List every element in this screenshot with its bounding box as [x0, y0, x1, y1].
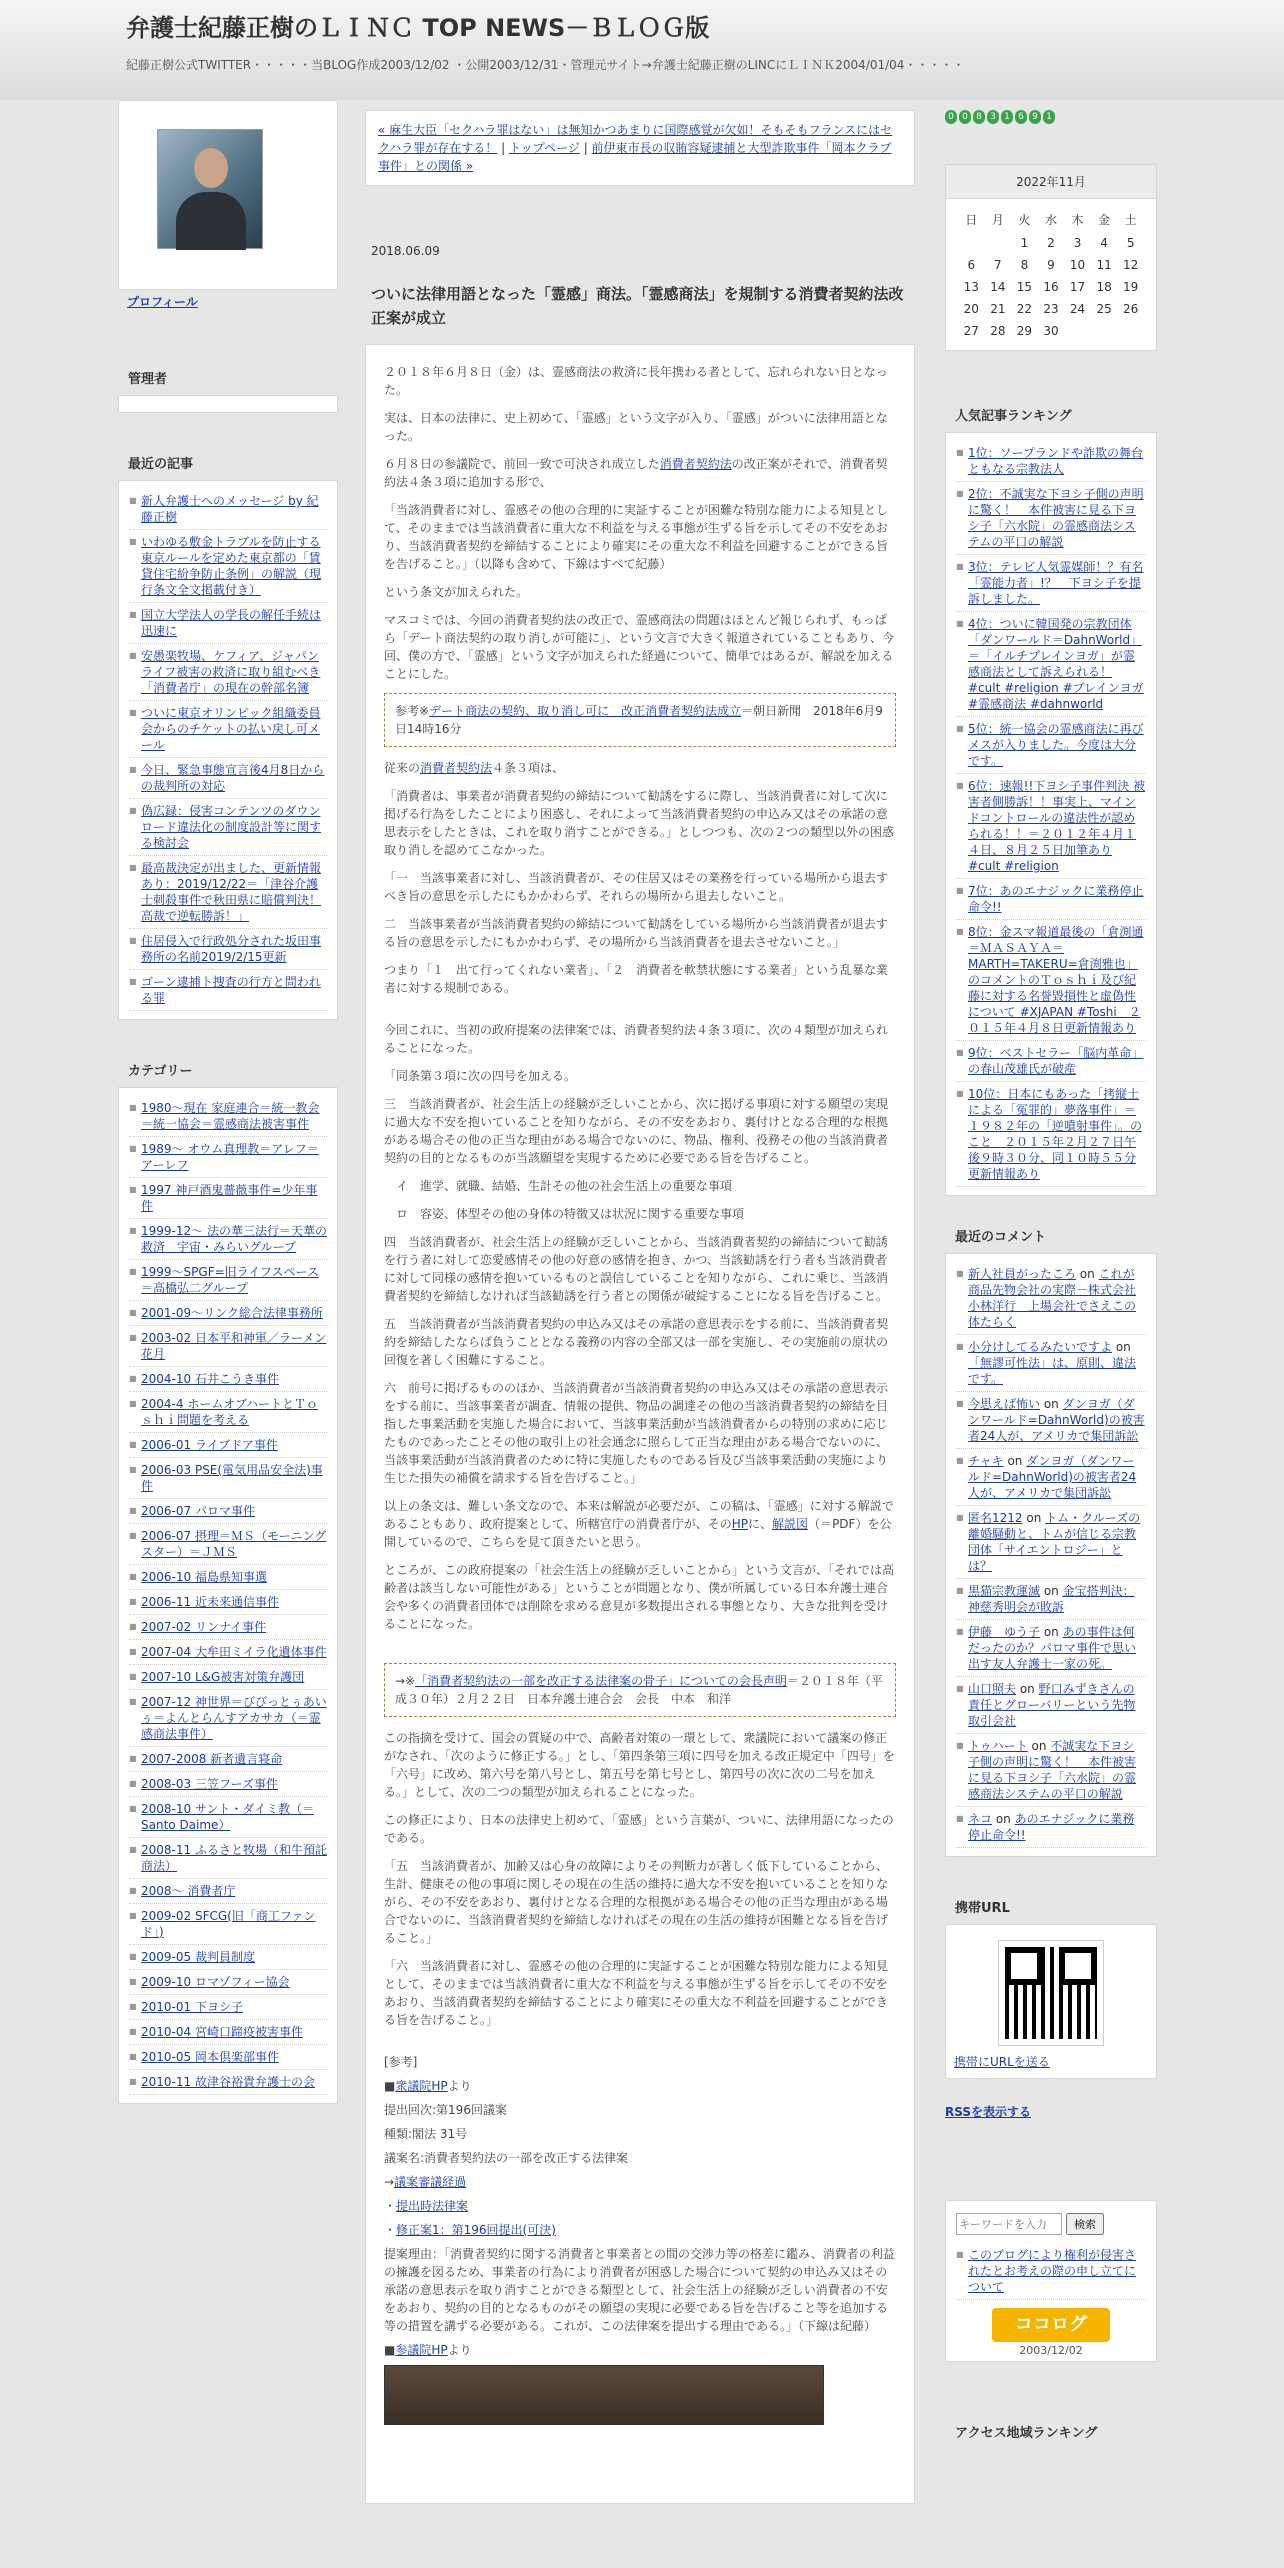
comment-item: [956, 1734, 1146, 1807]
reference-line: 提出回次:第196回議案: [384, 2103, 507, 2117]
ranking-title: 人気記事ランキング: [955, 409, 1072, 424]
post-date: 2018.06.09: [371, 244, 440, 258]
comment-author-link[interactable]: ネコ: [968, 1812, 993, 1826]
comment-post-link[interactable]: ダンヨガ（ダンワールド=DahnWorld)の被害者24人が、アメリカで集団訴訟: [968, 1397, 1145, 1443]
list-item: [129, 1326, 327, 1367]
paragraph: 今回これに、当初の政府提案の法律案では、消費者契約法４条３項に、次の４類型が加えられることになった。: [384, 1023, 889, 1055]
comment-item: [956, 1579, 1146, 1620]
nav-separator: |: [497, 141, 509, 155]
consumer-contract-act-link[interactable]: 消費者契約法: [420, 761, 493, 775]
category-link[interactable]: 2007-04 大牟田ミイラ化遺体事件: [141, 1645, 327, 1659]
site-description: 紀藤正樹公式TWITTER・・・・・当BLOG作成2003/12/02 ・公開2003/12/31・管理元サイト→弁護士紀藤正樹のLINCにＬＩＮＫ2004/01/04・・・・・: [126, 58, 965, 72]
list-item: [129, 644, 327, 701]
category-link[interactable]: 2008-11 ふるさと牧場（和牛預託商法）: [141, 1843, 327, 1873]
reference-line: ■参議院HPより: [384, 2343, 472, 2357]
recent-post-link[interactable]: いわゆる敷金トラブルを防止する東京ルールを定めた東京都の「賃貸住宅紛争防止条例」の解説（現行条文全文掲載付き）: [141, 535, 322, 597]
comment-item: [956, 1677, 1146, 1734]
category-link[interactable]: 2006-03 PSE(電気用品安全法)事件: [141, 1463, 323, 1493]
list-item: [129, 1178, 327, 1219]
comment-on: on: [1003, 1454, 1027, 1468]
list-item: [129, 1433, 327, 1458]
comment-post-link[interactable]: 不誠実な下ヨシ子側の声明に驚く！ 本件被害に見る下ヨシ子「六水院」の霊感商法システムの平口の解説: [968, 1739, 1137, 1801]
comment-on: on: [1022, 1511, 1046, 1525]
rights-infringement-link[interactable]: このブログにより権利が侵害されたとお考えの際の申し立てについて: [968, 2248, 1137, 2294]
calendar-day[interactable]: 23: [1043, 302, 1059, 316]
list-item: [129, 1640, 327, 1665]
calendar-day[interactable]: 6: [967, 258, 976, 272]
comment-author-link[interactable]: 山口照夫: [968, 1682, 1017, 1696]
comment-on: on: [1040, 1625, 1063, 1639]
comment-author-link[interactable]: 匿名1212: [968, 1511, 1023, 1525]
calendar-day[interactable]: 8: [1020, 258, 1029, 272]
site-header: [0, 0, 1284, 100]
comment-on: on: [1112, 1340, 1131, 1354]
category-link[interactable]: 1999-12～ 法の華三法行＝天華の救済 宇宙・みらいグループ: [141, 1224, 327, 1254]
counter-digit: 9: [1029, 110, 1041, 124]
profile-link[interactable]: プロフィール: [127, 295, 198, 309]
reference-section: [384, 2053, 896, 2425]
comment-item: [956, 1392, 1146, 1449]
recent-post-link[interactable]: 安愚楽牧場、ケフィア、ジャパンライフ被害の救済に取り組むべき「消費者庁」の現在の幹部名簿: [141, 649, 321, 695]
list-item: [129, 1879, 327, 1904]
paragraph: 三 当該消費者が、社会生活上の経験が乏しいことから、次に掲げる事項に対する願望の実現に過大な不安を抱いていることを知りながら、その不安をあおり、裏付けとなる合理的な根拠がある場合その他の正当な理由がある場合でないのに、物品、権利、役務その他の当該消費者契約の目的となるものが当該願望を実現するために必要である旨を告げること。: [384, 1097, 889, 1165]
reference-line: →議案審議経過: [384, 2175, 467, 2189]
list-item: [129, 1565, 327, 1590]
calendar-day[interactable]: 25: [1096, 302, 1112, 316]
paragraph: ロ 容姿、体型その他の身体の特徴又は状況に関する重要な事項: [396, 1207, 745, 1221]
list-item: [956, 441, 1146, 482]
list-item: [129, 1995, 327, 2020]
reference-box: 参考※デート商法の契約、取り消し可に 改正消費者契約法成立＝朝日新聞 2018年6月9日14時16分: [384, 693, 896, 747]
paragraph: 二 当該事業者が当該消費者契約の締結について勧誘をしている場所から当該消費者が退去する旨の意思を示したにもかかわらず、その場所から当該消費者を退去させないこと。」: [384, 917, 888, 949]
calendar-day[interactable]: 22: [1016, 302, 1033, 316]
counter-digit: 1: [1001, 110, 1013, 124]
list-item: [129, 1615, 327, 1640]
reference-title: [参考]: [384, 2055, 418, 2069]
comment-author-link[interactable]: 黒猫宗教運滅: [968, 1584, 1041, 1598]
reference-line: ・修正案1：第196回提出(可決): [384, 2223, 556, 2237]
mobile-url-box: [945, 1924, 1157, 2079]
mobile-url-title: 携帯URL: [955, 1901, 1010, 1916]
search-input[interactable]: [956, 2213, 1062, 2235]
amendment-link[interactable]: 修正案1：第196回提出(可決): [396, 2223, 556, 2237]
category-link[interactable]: 1980～現在 家庭連合＝統一教会＝統一協会＝霊感商法被害事件: [141, 1101, 320, 1131]
category-link[interactable]: 2009-10 ロマゾフィー協会: [141, 1975, 290, 1989]
comment-on: on: [1076, 1267, 1099, 1281]
left-sidebar: [118, 100, 338, 2104]
comment-post-link[interactable]: 「無謬可性法」は、原則、違法です。: [968, 1356, 1137, 1386]
list-item: [129, 929, 327, 970]
shugiin-link[interactable]: 衆議院HP: [395, 2079, 448, 2093]
calendar-day[interactable]: 12: [1123, 258, 1139, 272]
page-body: [0, 100, 1284, 2568]
list-item: [956, 612, 1146, 717]
calendar-day[interactable]: 4: [1100, 236, 1108, 250]
calendar-day[interactable]: 13: [963, 280, 979, 294]
list-item: [956, 555, 1146, 612]
list-item: [129, 530, 327, 603]
paragraph: 「五 当該消費者が、加齢又は心身の故障によりその判断力が著しく低下していることから、生計、健康その他の事項に関しその現在の生活の維持に過大な不安を抱いていることを知りながら、その不安をあおり、裏付けとなる合理的な根拠がある場合その他の正当な理由がある場合でないのに、当該消費者契約を締結しなければその現在の生活の維持が困難となる旨を告げること。」: [384, 1859, 889, 1945]
list-item: [129, 2070, 327, 2095]
calendar-day[interactable]: 7: [994, 258, 1002, 272]
profile-photo[interactable]: [157, 129, 263, 249]
category-link[interactable]: 2008～ 消費者庁: [141, 1884, 236, 1898]
asahi-article-link[interactable]: デート商法の契約、取り消し可に 改正消費者契約法成立: [429, 704, 742, 718]
list-item: [129, 1747, 327, 1772]
category-link[interactable]: 2009-02 SFCG(旧「商工ファンド」): [141, 1909, 316, 1939]
category-link[interactable]: 2006-07 パロマ事件: [141, 1504, 255, 1518]
category-link[interactable]: 2006-11 近未来通信事件: [141, 1595, 279, 1609]
reference-line: ・提出時法律案: [384, 2199, 469, 2213]
calendar-day: [985, 232, 1012, 254]
list-item: [129, 799, 327, 856]
list-item: [129, 701, 327, 758]
category-link[interactable]: 2008-10 サント・ダイミ教（＝Santo Daime）: [141, 1802, 315, 1832]
category-link[interactable]: 2003-02 日本平和神軍／ラーメン花月: [141, 1331, 327, 1361]
list-item: [129, 1690, 327, 1747]
diet-photo: [384, 2365, 824, 2425]
list-item: [956, 920, 1146, 1041]
calendar-day[interactable]: 30: [1043, 324, 1059, 338]
paragraph: 「同条第３項に次の四号を加える。: [384, 1069, 577, 1083]
comment-author-link[interactable]: 伊藤 ゆう子: [968, 1625, 1041, 1639]
list-item: [129, 758, 327, 799]
category-link[interactable]: 2006-10 福島県知事選: [141, 1570, 267, 1584]
calendar-day: [1117, 320, 1144, 342]
category-link[interactable]: 1999～SPGF=旧ライフスペース＝高橋弘二グループ: [141, 1265, 319, 1295]
list-item: [956, 2243, 1146, 2300]
paragraph: 以上の条文は、難しい条文なので、本来は解説が必要だが、この稿は、「霊感」に対する解説であることもあり、政府提案として、所轄官庁の消費者庁が、そのHPに、解説図（＝PDF）を公開しているので、こちらを見て頂きたいと思う。: [384, 1499, 894, 1549]
comment-author-link[interactable]: 小分けしてるみたいですよ: [968, 1340, 1113, 1354]
recent-post-link[interactable]: 新人弁護士へのメッセージ by 紀藤正樹: [141, 494, 319, 524]
paragraph: 「消費者は、事業者が消費者契約の締結について勧誘をするに際し、当該消費者に対して次に掲げる行為をしたことにより困惑し、それによって当該消費者契約の申込み又はその承諾の意思表示をしたときは、これを取り消すことができる。」としつつも、次の２つの類型以外の困惑取り消しを認めてこなかった。: [384, 789, 895, 857]
rss-link[interactable]: RSSを表示する: [945, 2105, 1031, 2119]
category-link[interactable]: 2008-03 三笠フーズ事件: [141, 1777, 278, 1791]
calendar-day[interactable]: 5: [1126, 236, 1135, 250]
calendar-day[interactable]: 3: [1073, 236, 1082, 250]
calendar-day[interactable]: 24: [1069, 302, 1086, 316]
category-link[interactable]: 2007-12 神世界＝びびっとぅあいぅ＝よんとらんすアカサカ（＝霊感商法事件）: [141, 1695, 327, 1741]
sangiin-link[interactable]: 参議院HP: [395, 2343, 448, 2357]
comment-author-link[interactable]: チャキ: [968, 1454, 1004, 1468]
jfba-statement-link[interactable]: 「消費者契約法の一部を改正する法律案の骨子」についての会長声明: [415, 1674, 787, 1688]
list-item: [956, 879, 1146, 920]
list-item: [129, 1137, 327, 1178]
recent-post-link[interactable]: 偽広録：侵害コンテンツのダウンロード違法化の制度設計等に関する検討会: [141, 804, 322, 850]
calendar-weekday: 金: [1098, 213, 1111, 227]
list-item: [129, 856, 327, 929]
counter-digit: 3: [987, 110, 999, 124]
top-page-link[interactable]: トップページ: [508, 141, 580, 155]
recent-post-link[interactable]: ついに東京オリンピック組織委員会からのチケットの払い戻し可メール: [141, 706, 321, 752]
category-link[interactable]: 2007-10 L&G被害対策弁護団: [141, 1670, 305, 1684]
paragraph: 実は、日本の法律に、史上初めて、「霊感」という文字が入り、「霊感」がついに法律用語となった。: [384, 411, 888, 443]
category-link[interactable]: 2004-10 石井こうき事件: [141, 1372, 279, 1386]
list-item: [956, 717, 1146, 774]
calendar-day[interactable]: 17: [1069, 280, 1086, 294]
paragraph: 四 当該消費者が、社会生活上の経験が乏しいことから、当該消費者契約の締結について勧誘を行う者に対して恋愛感情その他の好意の感情を抱き、かつ、当該勧誘を行う者も当該消費者に対して同様の感情を抱いているものと誤信していることを知りながら、これに乗じ、当該消費者契約を締結しなければ当該勧誘を行う者との関係が破綻することになる旨を告げること。: [384, 1235, 889, 1303]
paragraph: つまり「１ 出て行ってくれない業者」、「２ 消費者を軟禁状態にする業者」という乱暴な業者に対する規制である。: [384, 963, 889, 995]
recent-post-link[interactable]: ゴーン逮捕ト捜査の行方と問われる罪: [141, 975, 321, 1005]
list-item: [129, 603, 327, 644]
reference-line: 提案理由：「消費者契約に関する消費者と事業者との間の交渉力等の格差に鑑み、消費者の利益の擁護を図るため、事業者の行為により消費者が困惑した場合について契約の申込み又はその承諾の意思表示を取り消すことができる類型として、社会生活上の経験が乏しい消費者の不安をあおり、契約の目的となるものがその願望の実現に必要である旨を告げること等を追加する等の措置を講ずる必要がある。これが、この法律案を提出する理由である。」（下線は紀藤）: [384, 2247, 895, 2333]
paragraph: ６月８日の参議院で、前回一致で可決され成立した消費者契約法の改正案がそれで、消費者契約法４条３項に追加する形で、: [384, 457, 888, 489]
comment-post-link[interactable]: あのエナジックに業務停止命令!!: [968, 1812, 1135, 1842]
list-item: [129, 1970, 327, 1995]
category-link[interactable]: 2004-4 ホームオブハートとＴｏｓｈｉ問題を考える: [141, 1397, 318, 1427]
paragraph: 「一 当該事業者に対し、当該消費者が、その住居又はその業務を行っている場所から退去すべき旨の意思を示したにもかかわらず、それらの場所から退去しないこと。: [384, 871, 889, 903]
comment-on: on: [1027, 1739, 1051, 1753]
comment-on: on: [992, 1812, 1015, 1826]
reference-box: →※「消費者契約法の一部を改正する法律案の骨子」についての会長声明＝２０１８年（平成３０年）２月２２日 日本弁護士連合会 会長 中本 和洋: [384, 1663, 896, 1717]
comment-item: [956, 1506, 1146, 1579]
list-item: [129, 1367, 327, 1392]
calendar-day[interactable]: 27: [963, 324, 979, 338]
calendar-title: 2022年11月: [946, 165, 1156, 199]
list-item: [129, 970, 327, 1011]
comment-post-link[interactable]: 金宝搭判決：神慈秀明会が敗訴: [968, 1584, 1135, 1614]
calendar-day[interactable]: 21: [990, 302, 1006, 316]
qr-code: [999, 1941, 1103, 2045]
counter-digit: 0: [959, 110, 971, 124]
counter-digit: 1: [1043, 110, 1055, 124]
post-navigation: [365, 110, 915, 186]
paragraph: マスコミでは、今回の消費者契約法の改正で、霊感商法の問題はほとんど報じられず、もっぱら「デート商法契約の取り消しが可能に」、という文言で大きく報道されていることもあり、今回、僕の方で、「霊感」という文字が加えられた経過について、簡単ではあるが、解説を加えることにした。: [384, 613, 895, 681]
cocolog-date: 2003/12/02: [1019, 2344, 1083, 2357]
category-link[interactable]: 2007-02 リンナイ事件: [141, 1620, 267, 1634]
comments-list: [945, 1253, 1157, 1857]
list-item: [129, 2045, 327, 2070]
list-item: [129, 1904, 327, 1945]
comment-author-link[interactable]: 新人社員がったころ: [968, 1267, 1077, 1281]
calendar-day[interactable]: 15: [1016, 280, 1033, 294]
comment-item: [956, 1620, 1146, 1677]
list-item: [129, 1096, 327, 1137]
next-post-link[interactable]: 前伊東市長の収賄容疑逮捕と大型詐欺事件「岡本クラブ事件」との関係 »: [378, 141, 892, 173]
calendar-day: [1091, 320, 1118, 342]
paragraph: 従来の消費者契約法４条３項は、: [384, 761, 565, 775]
access-counter: [945, 110, 1157, 124]
calendar-day[interactable]: 28: [990, 324, 1006, 338]
list-item: [129, 489, 327, 530]
calendar-day[interactable]: 14: [990, 280, 1006, 294]
nav-separator: |: [579, 141, 592, 155]
comment-on: on: [1040, 1584, 1063, 1598]
list-item: [129, 1772, 327, 1797]
list-item: [129, 1838, 327, 1879]
paragraph: この修正により、日本の法律史上初めて、「霊感」という言葉が、ついに、法律用語になったのである。: [384, 1813, 894, 1845]
ranking-link[interactable]: 9位：ベストセラー「脳内革命」の春山茂雄氏が破産: [968, 1046, 1144, 1076]
caa-hp-link[interactable]: HP: [731, 1517, 749, 1531]
reference-line: ■衆議院HPより: [384, 2079, 472, 2093]
comment-post-link[interactable]: 野口みずきさんの責任とグローバリーという先物取引会社: [968, 1682, 1136, 1728]
post-title: ついに法律用語となった「霊感」商法。「霊感商法」を規制する消費者契約法改正案が成立: [371, 285, 904, 327]
calendar-day[interactable]: 20: [963, 302, 979, 316]
search-box: [945, 2200, 1157, 2362]
ranking-link[interactable]: 7位：あのエナジックに業務停止命令!!: [968, 884, 1144, 914]
comment-post-link[interactable]: あの事件は何だったのか？パロマ事件で思い出す友人弁護士一家の死。: [968, 1625, 1137, 1671]
search-button[interactable]: 検索: [1066, 2213, 1104, 2235]
category-link[interactable]: 1997 神戸酒鬼薔薇事件=少年事件: [141, 1183, 318, 1213]
recent-posts-title: 最近の記事: [128, 457, 194, 472]
calendar-weekday: 火: [1018, 213, 1031, 227]
calendar-day[interactable]: 1: [1020, 236, 1029, 250]
ranking-link[interactable]: 6位：速報!!下ヨシ子事件判決 被害者側勝訴！！事実上、マインドコントロールの違法性が認められる！！＝２０１２年４月１４日、８月２５日加筆あり #cult #religion: [968, 779, 1146, 873]
comment-item: [956, 1262, 1146, 1335]
ranking-link[interactable]: 3位：テレビ人気霊媒師！？有名「霊能力者」!？ 下ヨシ子を提訴しました。: [968, 560, 1144, 606]
comment-post-link[interactable]: ダンヨガ（ダンワールド=DahnWorld)の被害者24人が、アメリカで集団訴訟: [968, 1454, 1137, 1500]
access-region-title: アクセス地域ランキング: [955, 2426, 1098, 2441]
calendar-weekday: 水: [1044, 213, 1057, 227]
calendar-day: [958, 232, 985, 254]
prev-post-link[interactable]: « 麻生大臣「セクハラ罪はない」は無知かつあまりに国際感覚が欠如！そもそもフランスにはセクハラ罪が存在する！: [378, 123, 893, 155]
paragraph: この指摘を受けて、国会の質疑の中で、高齢者対策の一環として、衆議院において議案の修正がなされ、「次のように修正する。」とし、「第四条第三項に四号を加える改正規定中「四号」を「六号」に改め、第六号を第八号とし、第五号を第七号とし、第四号の次に次の二号を加える。」として、次の二つの類型が加えられることになった。: [384, 1731, 895, 1799]
cocolog-logo[interactable]: ココログ: [992, 2308, 1110, 2342]
counter-digit: 8: [973, 110, 985, 124]
calendar-day[interactable]: 29: [1016, 324, 1033, 338]
admin-box: [118, 395, 338, 413]
category-title: カテゴリー: [128, 1064, 193, 1079]
calendar: [945, 164, 1157, 351]
comment-item: [956, 1807, 1146, 1848]
paragraph: 「六 当該消費者に対し、霊感その他の合理的に実証することが困難な特別な能力による知見として、そのままでは当該消費者に重大な不利益を与える事態が生ずる旨を示してその不安をあおり、当該消費者契約を締結することにより確実にその重大な不利益を回避することができる旨を告げること。」: [384, 1959, 889, 2027]
list-item: [129, 1219, 327, 1260]
profile-box: [118, 100, 338, 309]
bill-history-link[interactable]: 議案審議経過: [394, 2175, 467, 2189]
right-sidebar: [945, 100, 1157, 2449]
category-link[interactable]: 2006-01 ライブドア事件: [141, 1438, 278, 1452]
calendar-day[interactable]: 19: [1123, 280, 1139, 294]
recent-post-link[interactable]: 最高裁決定が出ました、更新情報あり：2019/12/22＝「津谷介護士刺殺事件で秋田県に賠償判決！高裁で逆転勝訴！」: [141, 861, 322, 923]
calendar-weekday: 土: [1124, 213, 1137, 227]
ranking-link[interactable]: 1位：ソープランドや詐欺の舞台ともなる宗教法人: [968, 446, 1144, 476]
list-item: [129, 1665, 327, 1690]
site-title[interactable]: 弁護士紀藤正樹のＬＩＮＣ TOP NEWS－ＢＬＯＧ版: [126, 14, 710, 42]
recent-posts-list: [118, 480, 338, 1020]
category-link[interactable]: 2006-07 摂理＝ＭＳ（モーニングスター）＝ＪＭＳ: [141, 1529, 327, 1559]
comment-item: [956, 1449, 1146, 1506]
recent-post-link[interactable]: 国立大学法人の学長の解任手続は迅速に: [141, 608, 322, 638]
admin-title: 管理者: [128, 372, 168, 387]
comments-title: 最近のコメント: [955, 1230, 1047, 1245]
list-item: [129, 1458, 327, 1499]
calendar-weekday: 日: [965, 213, 978, 227]
list-item: [129, 1392, 327, 1433]
comment-on: on: [1016, 1682, 1039, 1696]
comment-post-link[interactable]: これが商品先物会社の実際－株式会社小林洋行 上場会社でさえこの体たらく: [968, 1267, 1137, 1329]
recent-post-link[interactable]: 今日、緊急事態宣言後4月8日からの裁判所の対応: [141, 763, 325, 793]
calendar-day[interactable]: 9: [1047, 258, 1055, 272]
calendar-day[interactable]: 26: [1123, 302, 1139, 316]
counter-digit: 6: [1015, 110, 1027, 124]
category-list: [118, 1087, 338, 2104]
calendar-day[interactable]: 16: [1043, 280, 1059, 294]
list-item: [129, 1797, 327, 1838]
calendar-day: [1064, 320, 1091, 342]
list-item: [956, 482, 1146, 555]
list-item: [129, 1260, 327, 1301]
category-link[interactable]: 2010-01 下ヨシ子: [141, 2000, 243, 2014]
ranking-link[interactable]: 5位：統一協会の霊感商法に再びメスが入りました。今度は大分です。: [968, 722, 1144, 768]
counter-digit: 0: [945, 110, 957, 124]
bill-text-link[interactable]: 提出時法律案: [396, 2199, 469, 2213]
category-link[interactable]: 2001-09～リンク総合法律事務所: [141, 1306, 323, 1320]
calendar-weekday: 月: [991, 213, 1004, 227]
calendar-day[interactable]: 10: [1069, 258, 1086, 272]
list-item: [129, 1301, 327, 1326]
list-item: [956, 1082, 1146, 1187]
list-item: [129, 1524, 327, 1565]
main-column: [365, 100, 915, 2504]
calendar-day[interactable]: 2: [1047, 236, 1055, 250]
ranking-link[interactable]: 4位：ついに韓国発の宗教団体「ダンワールド＝DahnWorld」＝「イルチブレインヨガ」が霊感商法として訴えられる！ #cult #religion #ブレインヨガ #霊感商法 #dahnworld: [968, 617, 1144, 711]
list-item: [129, 1590, 327, 1615]
paragraph: イ 進学、就職、結婚、生計その他の社会生活上の重要な事項: [396, 1179, 733, 1193]
list-item: [956, 1041, 1146, 1082]
reference-line: 種類:閣法 31号: [384, 2127, 468, 2141]
ranking-link[interactable]: 8位：金スマ報道最後の「倉渕通＝ＭＡＳＡＹＡ＝MARTH=TAKERU=倉渕雅也」のコメントのＴｏｓｈｉ及び紀藤に対する名誉毀損性と虚偽性について #XJAPAN #Toshi ２０１５年４月８日更新情報あり: [968, 925, 1144, 1035]
ranking-link[interactable]: 2位：不誠実な下ヨシ子側の声明に驚く！ 本件被害に見る下ヨシ子「六水院」の霊感商法システムの平口の解説: [968, 487, 1144, 549]
category-link[interactable]: 2010-04 宮崎口蹄疫被害事件: [141, 2025, 303, 2039]
paragraph: ２０１８年６月８日（金）は、霊感商法の救済に長年携わる者として、忘れられない日となった。: [384, 365, 888, 397]
paragraph: という条文が加えられた。: [384, 585, 529, 599]
calendar-day[interactable]: 18: [1096, 280, 1112, 294]
category-link[interactable]: 2010-05 岡本倶楽部事件: [141, 2050, 279, 2064]
comment-author-link[interactable]: トゥハート: [968, 1739, 1028, 1753]
category-link[interactable]: 2010-11 故津谷裕貴弁護士の会: [141, 2075, 315, 2089]
list-item: [129, 1499, 327, 1524]
reference-line: 議案名:消費者契約法の一部を改正する法律案: [384, 2151, 629, 2165]
comment-item: [956, 1335, 1146, 1392]
paragraph: 六 前号に掲げるもののほか、当該消費者が当該消費者契約の申込み又はその承諾の意思表示をする前に、当該事業者が調査、情報の提供、物品の調達その他の当該消費者契約の締結を目指した事業活動を実施した場合において、当該事業活動が当該消費者からの特別の求めに応じたものであったことその他の取引上の社会通念に照らして正当な理由がある場合でないのに、当該事業活動が当該消費者のために特に実施したものである旨及び当該事業活動の実施により生じた損失の補償を請求する旨を告げること。」: [384, 1381, 889, 1485]
consumer-contract-act-link[interactable]: 消費者契約法: [659, 457, 732, 471]
paragraph: 「当該消費者に対し、霊感その他の合理的に実証することが困難な特別な能力による知見として、そのままでは当該消費者に重大な不利益を与える事態が生ずる旨を示してその不安をあおり、当該消費者契約を締結することにより確実にその重大な不利益を回避することができる旨を告げること。」（以降も含めて、下線はすべて紀藤）: [384, 503, 889, 571]
paragraph: ところが、この政府提案の「社会生活上の経験が乏しいことから」という文言が、「それでは高齢者は該当しない可能性がある」ということが問題となり、僕が所属している日本弁護士連合会や多くの消費者団体では削除を求める意見が多数提出される事態となり、大きな批判を受けることになった。: [384, 1563, 895, 1631]
category-link[interactable]: 2007-2008 新者遺言寝命: [141, 1752, 283, 1766]
calendar-grid: [958, 207, 1144, 342]
post-body: [365, 344, 915, 2504]
comment-on: on: [1040, 1397, 1063, 1411]
ranking-link[interactable]: 10位：日本にもあった「拷縦士による「冤罪的」夢落事件」＝１９８２年の「逆噴射事件」。のこと ２０１５年２月２７日午後９時３０分、同１０時５５分更新情報あり: [968, 1087, 1143, 1181]
caa-diagram-link[interactable]: 解説図: [772, 1517, 809, 1531]
calendar-weekday: 木: [1071, 213, 1084, 227]
category-link[interactable]: 1989～ オウム真理教＝アレフ＝アーレフ: [141, 1142, 319, 1172]
list-item: [129, 2020, 327, 2045]
comment-author-link[interactable]: 今思えば怖い: [968, 1397, 1041, 1411]
list-item: [956, 774, 1146, 879]
send-url-link[interactable]: 携帯にURLを送る: [954, 2055, 1050, 2069]
comment-post-link[interactable]: トム・クルーズの離婚騒動と、トムが信じる宗教団体「サイエントロジー」とは？: [968, 1511, 1141, 1573]
category-link[interactable]: 2009-05 裁判員制度: [141, 1950, 255, 1964]
list-item: [129, 1945, 327, 1970]
paragraph: 五 当該消費者が当該消費者契約の申込み又はその承諾の意思表示をする前に、当該消費者契約を締結したならば負うこととなる義務の内容の全部又は一部を実施し、その実施前の原状の回復を著しく困難にすること。: [384, 1317, 889, 1367]
recent-post-link[interactable]: 住居侵入で行政処分された坂田事務所の名前2019/2/15更新: [141, 934, 322, 964]
ranking-list: [945, 432, 1157, 1196]
calendar-day[interactable]: 11: [1096, 258, 1112, 272]
